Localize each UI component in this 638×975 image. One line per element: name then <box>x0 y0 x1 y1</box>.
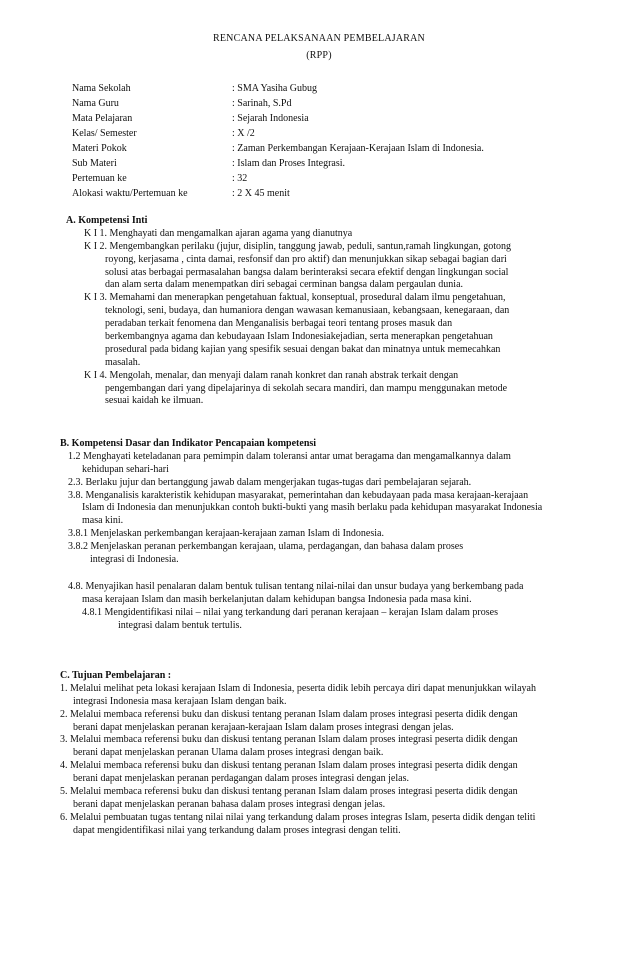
identity-label: Kelas/ Semester <box>72 128 137 139</box>
identity-row <box>72 113 592 128</box>
ki-1-text: K I 1. Menghayati dan mengamalkan ajaran agama yang dianutnya <box>84 227 353 239</box>
identity-label: Alokasi waktu/Pertemuan ke <box>72 188 188 199</box>
kd-4-8-text: masa kerajaan Islam dan masih berkelanjutan dalam kehidupan bangsa Indonesia pada masa kini. <box>82 593 472 605</box>
objective-item: dapat mengidentifikasi nilai yang terkandung dalam proses integrasi dengan teliti. <box>73 824 401 836</box>
indicator-3-8-2-text: 3.8.2 Menjelaskan peranan perkembangan kerajaan, ulama, perdagangan, dan bahasa dalam proses <box>68 541 464 553</box>
kd-1-2-text: kehidupan sehari-hari <box>82 463 169 475</box>
objective-item: 4. Melalui membaca referensi buku dan diskusi tentang peranan Islam dalam proses integrasi peserta didik dengan <box>60 760 518 772</box>
indicator-4-8-1-text: integrasi dalam bentuk tertulis. <box>118 619 242 631</box>
identity-row <box>72 143 592 158</box>
spacer <box>60 567 600 581</box>
identity-row <box>72 98 592 113</box>
ki-3-text: K I 3. Memahami dan menerapkan pengetahuan faktual, konseptual, prosedural dalam ilmu pengetahuan, <box>84 292 506 304</box>
identity-row <box>72 188 592 203</box>
identity-value: : 32 <box>232 173 248 184</box>
identity-label: Sub Materi <box>72 158 117 169</box>
kd-1-2-text: 1.2 Menghayati keteladanan para pemimpin dalam toleransi antar umat beragama dan mengamalkannya dalam <box>68 450 511 462</box>
objective-item: berani dapat menjelaskan peranan kerajaan-kerajaan Islam dalam proses integrasi dengan jelas. <box>73 721 454 733</box>
objective-item: integrasi Indonesia masa kerajaan Islam dengan baik. <box>73 695 287 707</box>
kd-3-8-text: 3.8. Menganalisis karakteristik kehidupan masyarakat, pemerintahan dan kebudayaan pada masa kerajaan-kerajaan <box>68 489 529 501</box>
identity-value: : SMA Yasiha Gubug <box>232 83 318 94</box>
ki-4-text: pengembangan dari yang dipelajarinya di sekolah secara mandiri, dan mampu menggunakan metode <box>105 382 508 394</box>
ki-4-text: K I 4. Mengolah, menalar, dan menyaji dalam ranah konkret dan ranah abstrak terkait dengan <box>84 369 459 381</box>
objective-item: berani dapat menjelaskan peranan bahasa dalam proses integrasi dengan jelas. <box>73 798 386 810</box>
section-heading: A. Kompetensi Inti <box>66 215 148 226</box>
objective-item: 6. Melalui pembuatan tugas tentang nilai nilai yang terkandung dalam proses integras Islam, peserta didik dengan teliti <box>60 811 536 823</box>
ki-3-text: prosedural pada bidang kajian yang spesifik sesuai dengan bakat dan minatnya untuk memecahkan <box>105 343 501 355</box>
section-tujuan-pembelajaran <box>60 670 600 838</box>
identity-label: Materi Pokok <box>72 143 127 154</box>
identity-label: Pertemuan ke <box>72 173 127 184</box>
document-subtitle: (RPP) <box>306 50 332 61</box>
section-heading: C. Tujuan Pembelajaran : <box>60 670 172 681</box>
identity-label: Nama Sekolah <box>72 83 131 94</box>
ki-3-text: berkembangnya agama dan kebudayaan Islam Indonesiakejadian, serta menerapkan pengetahuan <box>105 331 493 343</box>
identity-table <box>72 83 592 203</box>
section-kompetensi-dasar <box>60 438 600 632</box>
section-heading: B. Kompetensi Dasar dan Indikator Pencapaian kompetensi <box>60 438 317 449</box>
ki-3-text: teknologi, seni, budaya, dan humaniora dengan wawasan kemanusiaan, kebangsaan, kenegaraan, dan <box>105 305 510 317</box>
identity-row <box>72 173 592 188</box>
identity-label: Nama Guru <box>72 98 119 109</box>
ki-4-text: sesuai kaidah ke ilmuan. <box>105 395 204 407</box>
indicator-4-8-1-text: 4.8.1 Mengidentifikasi nilai – nilai yang terkandung dari peranan kerajaan – kerajan Islam dalam proses <box>82 606 498 618</box>
identity-row <box>72 83 592 98</box>
identity-row <box>72 158 592 173</box>
section-kompetensi-inti <box>66 215 606 408</box>
indicator-3-8-2-text: integrasi di Indonesia. <box>90 554 179 566</box>
document-title: RENCANA PELAKSANAAN PEMBELAJARAN <box>213 33 425 44</box>
objective-item: 1. Melalui melihat peta lokasi kerajaan Islam di Indonesia, peserta didik lebih percaya diri dapat menunjukkan wilayah <box>60 682 536 694</box>
kd-3-8-text: masa kini. <box>82 515 124 527</box>
objective-item: berani dapat menjelaskan peranan perdagangan dalam proses integrasi dengan jelas. <box>73 773 409 785</box>
ki-3-text: peradaban terkait fenomena dan Menganalisis berbagai teori tentang proses masuk dan <box>105 318 453 330</box>
identity-value: : Zaman Perkembangan Kerajaan-Kerajaan Islam di Indonesia. <box>232 143 484 154</box>
objective-item: 3. Melalui membaca referensi buku dan diskusi tentang peranan Islam dalam proses integrasi peserta didik dengan <box>60 734 518 746</box>
objective-item: berani dapat menjelaskan peranan Ulama dalam proses integrasi dengan baik. <box>73 747 384 759</box>
kd-2-3-text: 2.3. Berlaku jujur dan bertanggung jawab dalam mengerjakan tugas-tugas dari pembelajaran sejarah. <box>68 476 472 488</box>
ki-3-text: masalah. <box>105 356 141 368</box>
identity-value: : X /2 <box>232 128 255 139</box>
objective-item: 5. Melalui membaca referensi buku dan diskusi tentang peranan Islam dalam proses integrasi peserta didik dengan <box>60 786 518 798</box>
identity-value: : Islam dan Proses Integrasi. <box>232 158 346 169</box>
identity-label: Mata Pelajaran <box>72 113 133 124</box>
identity-value: : 2 X 45 menit <box>232 188 290 199</box>
ki-2-text: K I 2. Mengembangkan perilaku (jujur, disiplin, tanggung jawab, peduli, santun,ramah lingkungan, gotong <box>84 240 512 252</box>
ki-2-text: solusi atas berbagai permasalahan bangsa dalam berinteraksi secara efektif dengan lingkungan social <box>105 266 509 278</box>
identity-row <box>72 128 592 143</box>
kd-4-8-text: 4.8. Menyajikan hasil penalaran dalam bentuk tulisan tentang nilai-nilai dan unsur budaya yang berkembang pada <box>68 580 524 592</box>
identity-value: : Sarinah, S.Pd <box>232 98 292 109</box>
kd-3-8-text: Islam di Indonesia dan menunjukkan contoh bukti-bukti yang masih berlaku pada kehidupan masyarakat Indonesia <box>82 502 543 514</box>
indicator-3-8-1-text: 3.8.1 Menjelaskan perkembangan kerajaan-kerajaan zaman Islam di Indonesia. <box>68 528 384 540</box>
ki-2-text: dan alam serta dalam menempatkan diri sebagai cerminan bangsa dalam pergaulan dunia. <box>105 279 464 291</box>
identity-value: : Sejarah Indonesia <box>232 113 309 124</box>
objective-item: 2. Melalui membaca referensi buku dan diskusi tentang peranan Islam dalam proses integrasi peserta didik dengan <box>60 708 518 720</box>
ki-2-text: royong, kerjasama , cinta damai, resfonsif dan pro aktif) dan menunjukkan sikap sebagai bagian dari <box>105 253 507 265</box>
